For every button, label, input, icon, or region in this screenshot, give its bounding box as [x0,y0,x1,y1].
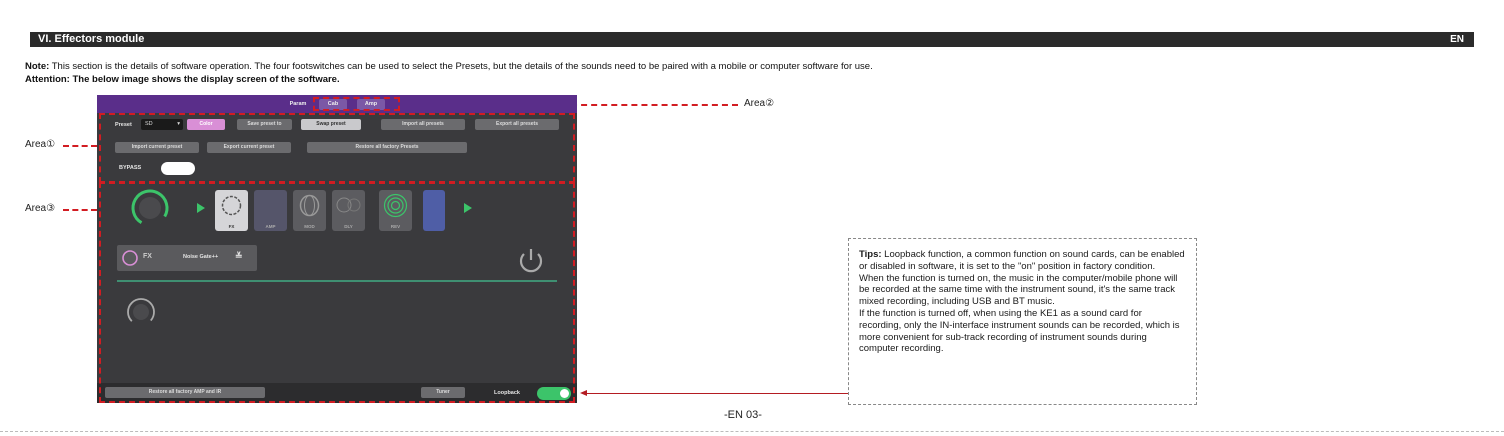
section-header-bar [30,32,1474,47]
tab-param[interactable]: Param [289,101,307,107]
section-title: VI. Effectors module [38,33,145,45]
area1-pointer [63,145,97,147]
swap-preset-button[interactable]: Swap preset [301,119,361,130]
area2-label: Area② [744,98,775,109]
attention-text: Attention: The below image shows the display screen of the software. [25,74,340,85]
restore-factory-amp-ir-button[interactable]: Restore all factory AMP and IR [105,387,265,398]
save-preset-button[interactable]: Save preset to [237,119,292,130]
note-paragraph [25,61,873,72]
language-tag: EN [1450,34,1464,45]
area3-outline [99,182,575,403]
chain-label-dly: DLY [344,224,353,229]
tab-amp[interactable]: Amp [357,99,385,110]
bypass-label: BYPASS [119,165,142,171]
preset-value: SD [145,121,153,127]
tips-label: Tips: [859,249,882,260]
fx-effect-name: Noise Gate++ [183,254,219,260]
preset-label: Preset [115,122,132,128]
bottom-rule [0,431,1504,432]
fx-label: FX [143,253,152,260]
area3-pointer [63,209,97,211]
tab-cab[interactable]: Cab [319,99,347,110]
export-current-preset-button[interactable]: Export current preset [207,142,291,153]
chain-label-rev: REV [390,224,401,229]
tips-text-1: Loopback function, a common function on sound cards, can be enabled or disabled in software, it is set to the "on" position in factory condition. [859,249,1185,272]
chevron-double-down-icon[interactable]: ≚ [235,251,243,261]
page-number: -EN 03- [724,409,762,421]
import-all-presets-button[interactable]: Import all presets [381,119,465,130]
tuner-button[interactable]: Tuner [421,387,465,398]
note-text: This section is the details of software operation. The four footswitches can be used to select the Presets, but the details of the sounds need to be paired with a mobile or computer software for use. [49,61,873,72]
area3-label: Area③ [25,203,56,214]
note-label: Note: [25,61,50,72]
chain-label-fx: FX [228,224,235,229]
arrow-left-icon [580,390,587,396]
tips-text-2: When the function is turned on, the music in the computer/mobile phone will be recorded at the same time with the instrument sound, it's the same track mixed recording, including USB and BT music. [859,272,1178,308]
tips-text-3: If the function is turned off, when using the KE1 as a sound card for recording, only the IN-interface instrument sounds can be recorded, which is more convenient for sub-track recording of instrument sounds during computer recording. [859,307,1180,355]
export-all-presets-button[interactable]: Export all presets [475,119,559,130]
chevron-down-icon: ▾ [177,121,180,127]
area2-outline [313,97,400,111]
loopback-pointer-line [586,393,848,394]
import-current-preset-button[interactable]: Import current preset [115,142,199,153]
area1-label: Area① [25,139,56,150]
color-button[interactable]: Color [187,119,225,130]
chain-label-mod: MOD [304,224,315,229]
restore-factory-presets-button[interactable]: Restore all factory Presets [307,142,467,153]
loopback-label: Loopback [494,390,520,396]
chain-label-amp: AMP [265,224,276,229]
tips-box [848,238,1197,405]
area1-outline [99,113,575,183]
